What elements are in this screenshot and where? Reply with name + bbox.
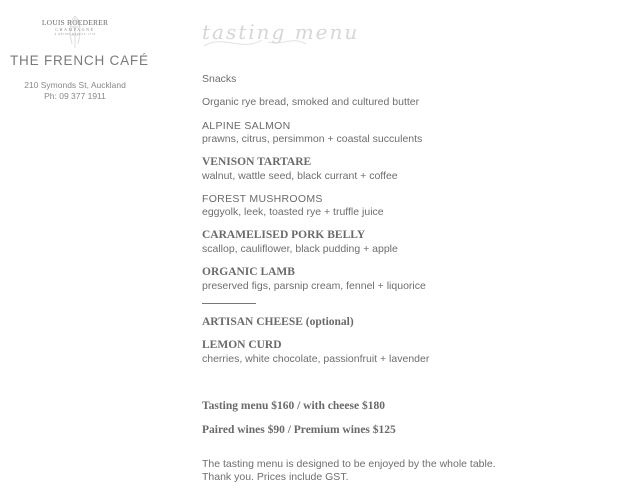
course-description: preserved figs, parsnip cream, fennel + liquorice	[202, 280, 426, 292]
course-name: CARAMELISED PORK BELLY	[202, 229, 366, 241]
page-title	[202, 16, 392, 56]
course-description: walnut, wattle seed, black currant + coffee	[202, 170, 398, 182]
course-name: ORGANIC LAMB	[202, 266, 295, 278]
sponsor-tagline: À REIMS DEPUIS 1776	[54, 32, 96, 36]
wine-price: Paired wines $90 / Premium wines $125	[202, 424, 396, 436]
course-description: prawns, citrus, persimmon + coastal succulents	[202, 133, 423, 145]
sponsor-logo	[30, 14, 120, 52]
course-description: cherries, white chocolate, passionfruit + lavender	[202, 353, 430, 365]
sidebar	[0, 0, 190, 498]
tasting-price: Tasting menu $160 / with cheese $180	[202, 400, 385, 412]
sponsor-subtitle: CHAMPAGNE	[55, 27, 95, 32]
address: 210 Symonds St, Auckland	[24, 80, 126, 90]
course-name: FOREST MUSHROOMS	[202, 193, 323, 205]
address-block	[0, 80, 150, 102]
footer-note: Thank you. Prices include GST.	[202, 471, 349, 483]
page-title-text: tasting menu	[202, 20, 360, 44]
course-description: eggyolk, leek, toasted rye + truffle juice	[202, 206, 384, 218]
course-name: LEMON CURD	[202, 339, 282, 351]
course-description: scallop, cauliflower, black pudding + apple	[202, 243, 398, 255]
restaurant-name: THE FRENCH CAFÉ	[10, 53, 149, 68]
divider	[202, 303, 256, 304]
course-name: VENISON TARTARE	[202, 156, 312, 168]
course-name: ALPINE SALMON	[202, 120, 291, 132]
phone: Ph: 09 377 1911	[44, 91, 106, 101]
footer-note: The tasting menu is designed to be enjoyed by the whole table.	[202, 458, 496, 470]
sponsor-name: LOUIS ROEDERER	[41, 18, 109, 27]
snack-item: Organic rye bread, smoked and cultured butter	[202, 96, 420, 108]
course-name: ARTISAN CHEESE (optional)	[202, 316, 354, 328]
section-heading: Snacks	[202, 73, 237, 85]
